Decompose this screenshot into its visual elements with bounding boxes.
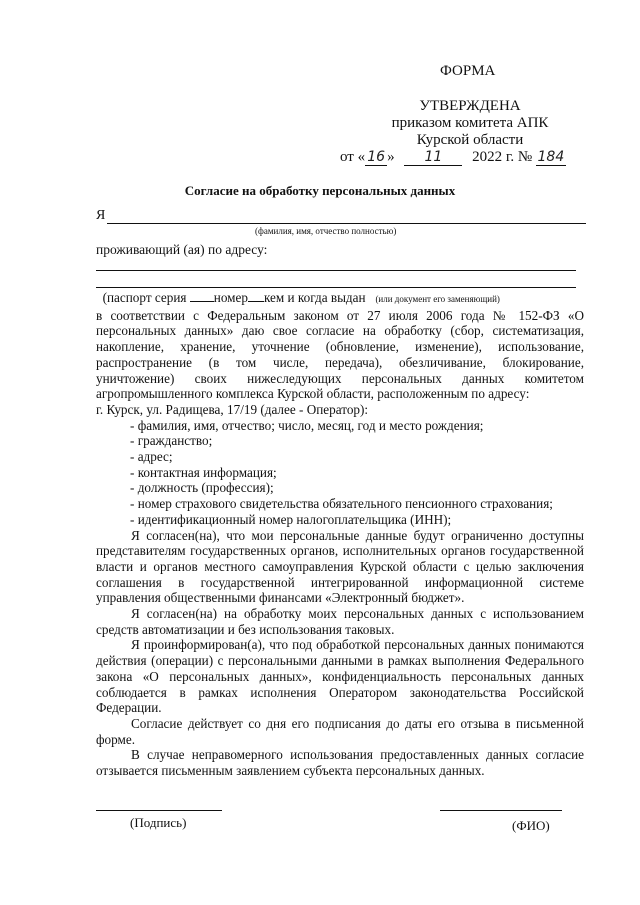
document-title: Согласие на обработку персональных данных: [184, 183, 456, 198]
order-date-line: [340, 149, 566, 166]
fio-blank-line[interactable]: [107, 209, 586, 224]
fio-prefix: Я: [96, 208, 106, 223]
address-blank-line-1[interactable]: [96, 270, 576, 271]
list-item: - должность (профессия);: [130, 480, 274, 496]
passport-series-blank[interactable]: [190, 290, 214, 302]
approved-by: приказом комитета АПК: [391, 115, 549, 131]
date-mid: »: [387, 149, 395, 165]
fio-field[interactable]: [96, 208, 586, 224]
passport-number-blank[interactable]: [248, 290, 264, 302]
form-label: ФОРМА: [440, 63, 496, 79]
date-prefix: от «: [340, 149, 366, 165]
approved-heading: УТВЕРЖДЕНА: [419, 98, 521, 114]
passport-series-label: (паспорт серия: [102, 290, 187, 305]
paragraph-4: Я проинформирован(а), что под обработкой персональных данных понимаются действия (операции) с персональными данными в рамках выполнения Федерального закона «О персональных данных», конфиденциальность персональных данных соблюдается в рамках исполнения Оператором законодательства Российской Федерации.: [96, 637, 584, 716]
address-label: проживающий (ая) по адресу:: [96, 242, 268, 257]
list-item: - контактная информация;: [130, 464, 277, 480]
fio-caption: (фамилия, имя, отчество полностью): [255, 226, 397, 236]
list-item: - адрес;: [130, 449, 173, 465]
approval-block: [385, 98, 555, 149]
approved-region: Курской области: [416, 132, 524, 148]
data-list: [96, 418, 584, 528]
fio-signature-line[interactable]: [440, 810, 562, 811]
operator-address: г. Курск, ул. Радищева, 17/19 (далее - Оператор):: [96, 401, 369, 417]
order-number: 184: [537, 149, 565, 165]
passport-issued-label: кем и когда выдан: [263, 290, 366, 305]
paragraph-2: Я согласен(на), что мои персональные данные будут ограниченно доступны представителям государственных органов, исполнительных органов государственной власти и органов местного самоуправления Курской области с целью заключения соглашения в государственной интегрированной информационной системе управления общественными финансами «Электронный бюджет».: [96, 527, 584, 606]
signature-label: (Подпись): [130, 815, 187, 830]
address-blank-line-2[interactable]: [96, 287, 576, 288]
fio-signature-label: (ФИО): [512, 818, 550, 833]
list-item: - номер страхового свидетельства обязательного пенсионного страхования;: [130, 496, 553, 512]
list-item: - фамилия, имя, отчество; число, месяц, год и место рождения;: [130, 417, 484, 433]
passport-number-label: номер: [213, 290, 248, 305]
paragraph-3: Я согласен(на) на обработку моих персональных данных с использованием средств автоматизации и без использования таковых.: [96, 606, 584, 637]
signature-line[interactable]: [96, 810, 222, 811]
paragraph-6: В случае неправомерного использования предоставленных данных согласие отзывается письменным заявлением субъекта персональных данных.: [96, 747, 584, 779]
passport-note: (или документ его заменяющий): [375, 294, 500, 304]
consent-body: [96, 290, 584, 779]
order-month: 11: [404, 149, 462, 166]
list-item: - идентификационный номер налогоплательщика (ИНН);: [130, 511, 452, 527]
paragraph-5: Согласие действует со дня его подписания до даты его отзыва в письменной форме.: [96, 715, 584, 747]
order-day: 16: [365, 149, 387, 166]
list-item: - гражданство;: [130, 433, 213, 449]
order-year: 2022 г. №: [472, 149, 533, 165]
paragraph-1: в соответствии с Федеральным законом от 27 июля 2006 года № 152-ФЗ «О персональных данных» даю свое согласие на обработку (сбор, систематизация, накопление, хранение, уточнение (обновление, изменение), использование, распространение (в том числе, передача), обезличивание, блокирование, уничтожение) своих нижеследующих персональных данных комитетом агропромышленного комплекса Курской области, расположенным по адресу:: [96, 307, 584, 402]
passport-line: [96, 290, 584, 308]
